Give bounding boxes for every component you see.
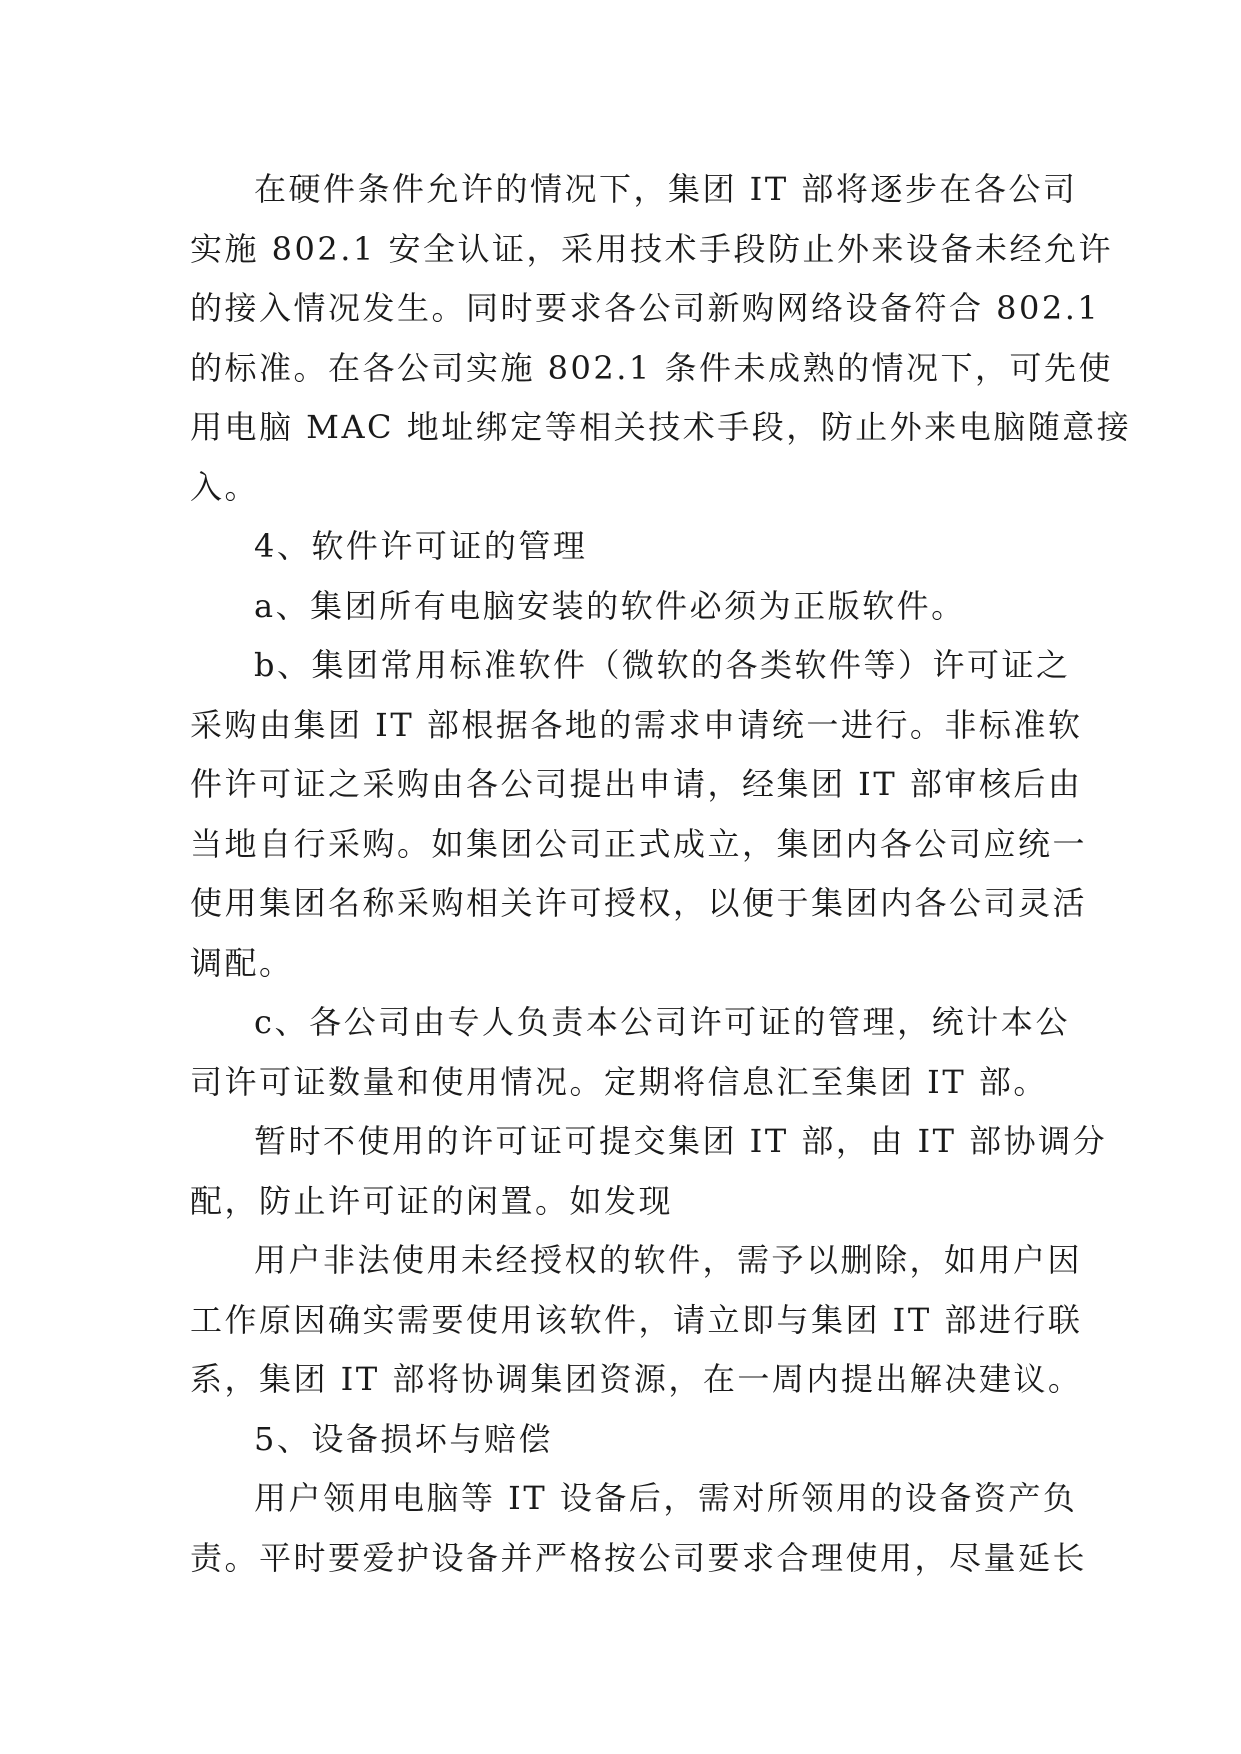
text-line: 用户非法使用未经授权的软件，需予以删除，如用户因: [254, 1241, 1083, 1279]
text-line: 用电脑 MAC 地址绑定等相关技术手段，防止外来电脑随意接: [190, 408, 1132, 446]
text-line: 用户领用电脑等 IT 设备后，需对所领用的设备资产负: [254, 1479, 1078, 1517]
text-line: 系，集团 IT 部将协调集团资源，在一周内提出解决建议。: [190, 1360, 1083, 1398]
text-line: 4、软件许可证的管理: [254, 527, 588, 565]
text-line: 工作原因确实需要使用该软件，请立即与集团 IT 部进行联: [190, 1300, 1083, 1339]
text-line: 5、设备损坏与赔偿: [254, 1419, 553, 1458]
text-line: 入。: [190, 467, 260, 506]
text-line: 实施 802.1 安全认证，采用技术手段防止外来设备未经允许: [190, 229, 1113, 268]
text-line: 责。平时要爱护设备并严格按公司要求合理使用，尽量延长: [190, 1538, 1088, 1577]
text-line: 的接入情况发生。同时要求各公司新购网络设备符合 802.1: [190, 289, 1101, 327]
paragraph-equipment-responsibility: [190, 1469, 1088, 1588]
paragraph-unused-licenses: [190, 1112, 1108, 1231]
text-line: 的标准。在各公司实施 802.1 条件未成熟的情况下，可先使: [190, 348, 1113, 387]
text-line: 司许可证数量和使用情况。定期将信息汇至集团 IT 部。: [190, 1062, 1048, 1101]
text-line: 当地自行采购。如集团公司正式成立，集团内各公司应统一: [190, 824, 1088, 863]
list-item-a: [190, 577, 1070, 637]
list-item-c: [190, 993, 1070, 1112]
text-line: a、集团所有电脑安装的软件必须为正版软件。: [254, 586, 966, 625]
paragraph-network-access: [190, 160, 1132, 517]
document-body: [190, 160, 1132, 1588]
text-line: 调配。: [190, 943, 294, 982]
text-line: 在硬件条件允许的情况下，集团 IT 部将逐步在各公司: [254, 170, 1078, 208]
text-line: 使用集团名称采购相关许可授权，以便于集团内各公司灵活: [190, 884, 1088, 922]
text-line: c、各公司由专人负责本公司许可证的管理，统计本公: [254, 1003, 1070, 1041]
text-line: b、集团常用标准软件（微软的各类软件等）许可证之: [254, 646, 1071, 684]
list-item-b: [190, 636, 1088, 993]
text-line: 件许可证之采购由各公司提出申请，经集团 IT 部审核后由: [190, 765, 1083, 803]
section-heading-software-license: [190, 517, 1070, 577]
text-line: 暂时不使用的许可证可提交集团 IT 部，由 IT 部协调分: [254, 1122, 1108, 1160]
text-line: 采购由集团 IT 部根据各地的需求申请统一进行。非标准软: [190, 705, 1083, 744]
text-line: 配，防止许可证的闲置。如发现: [190, 1181, 674, 1220]
paragraph-unauthorized-software: [190, 1231, 1083, 1410]
section-heading-equipment-damage: [190, 1410, 1070, 1470]
